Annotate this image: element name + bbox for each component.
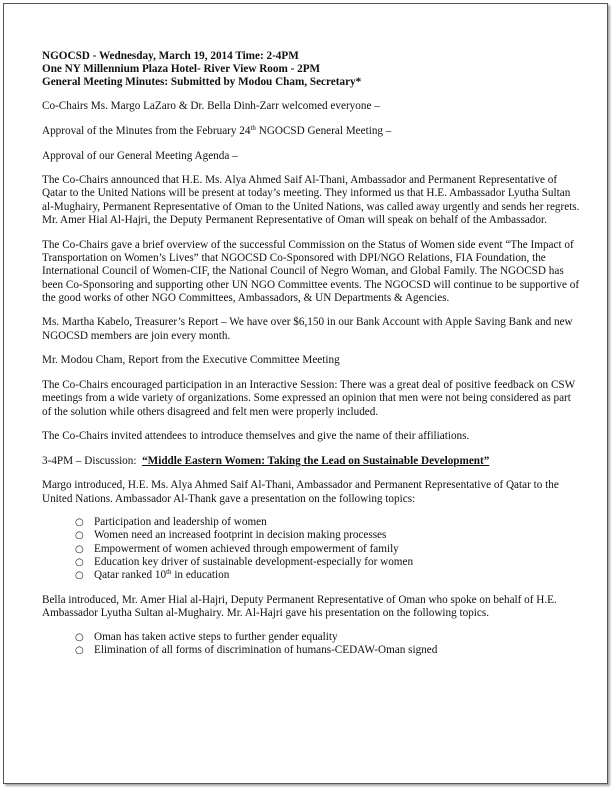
hollow-bullet-icon: ○ [75,644,84,656]
announcement-paragraph: The Co-Chairs announced that H.E. Ms. Alya Ahmed Saif Al-Thani, Ambassador and Permanent Representative of Qatar to the United Nations will be present at today’s meeting. They informed us that H.E. Ambassador Lyutha Sultan al-Mughairy, Permanent Representative of Oman to the United Nations, was called away urgently and sends her regrets. Mr. Amer Hial Al-Hajri, the Deputy Permanent Representative of Oman will speak on behalf of the Ambassador. [42,174,580,227]
document-body [42,50,582,668]
hollow-bullet-icon: ○ [75,631,84,643]
introductions-paragraph: The Co-Chairs invited attendees to introduce themselves and give the name of their affiliations. [42,430,470,443]
overview-paragraph: The Co-Chairs gave a brief overview of the successful Commission on the Status of Women side event “The Impact of Transportation on Women’s Lives” that NGOCSD Co-Sponsored with DPI/NGO Relations, FIA Foundation, the International Council of Women-CIF, the National Council of Negro Woman, and Global Family. The NGOCSD has been Co-Sponsoring and supporting other UN NGO Committee events. The NGOCSD will continue to be supportive of the good works of other NGO Committees, Ambassadors, & UN Departments & Agencies. [42,238,580,304]
header-location-line: One NY Millennium Plaza Hotel- River View Room - 2PM [42,62,321,75]
list-item: ○ Qatar ranked 10th in education [75,568,230,582]
oman-intro-paragraph: Bella introduced, Mr. Amer Hial al-Hajri, Deputy Permanent Representative of Oman who spoke on behalf of H.E. Ambassador Lyutha Sultan al-Mughairy. Mr. Al-Hajri gave his presentation on the following topics. [42,593,557,619]
minutes-ordinal: th [250,123,256,132]
hollow-bullet-icon: ○ [75,543,84,555]
document-page [3,3,608,784]
treasurer-report-paragraph: Ms. Martha Kabelo, Treasurer’s Report – We have over $6,150 in our Bank Account with Apple Saving Bank and new NGOCSD members are join every month. [42,316,573,342]
hollow-bullet-icon: ○ [75,570,84,582]
list-item: ○ Participation and leadership of women [75,516,267,529]
list-item: ○ Elimination of all forms of discrimination of humans-CEDAW-Oman signed [75,643,438,656]
interactive-session-paragraph: The Co-Chairs encouraged participation in an Interactive Session: There was a great deal of positive feedback on CSW meetings from a wide variety of organizations. Some expressed an opinion that men were not being considered as part of the solution while others disagreed and felt men were properly included. [42,378,575,418]
minutes-text-pre: Approval of the Minutes from the February 24 [42,124,251,137]
discussion-heading [42,455,582,468]
qatar-intro-paragraph: Margo introduced, H.E. Ms. Alya Ahmed Saif Al-Thani, Ambassador and Permanent Representative of Qatar to the United Nations. Ambassador Al-Thank gave a presentation on the following topics: [42,479,559,505]
list-item: ○ Women need an increased footprint in decision making processes [75,529,387,542]
meeting-header [42,50,582,88]
welcome-paragraph: Co-Chairs Ms. Margo LaZaro & Dr. Bella Dinh-Zarr welcomed everyone – [42,100,380,113]
list-item: ○ Education key driver of sustainable development-especially for women [75,556,414,569]
oman-topics-list [42,631,582,658]
list-item: ○ Empowerment of women achieved through empowerment of family [75,542,399,555]
hollow-bullet-icon: ○ [75,557,84,569]
minutes-approval-paragraph [42,125,582,138]
hollow-bullet-icon: ○ [75,517,84,529]
qatar-topics-list [42,516,582,582]
discussion-title: “Middle Eastern Women: Taking the Lead on Sustainable Development” [142,454,490,467]
header-minutes-line: General Meeting Minutes: Submitted by Modou Cham, Secretary* [42,75,362,88]
minutes-text-post: NGOCSD General Meeting – [255,124,392,137]
discussion-label: 3-4PM – Discussion: [42,454,143,467]
list-item: ○ Oman has taken active steps to further gender equality [75,630,338,643]
executive-report-paragraph: Mr. Modou Cham, Report from the Executive Committee Meeting [42,354,340,367]
hollow-bullet-icon: ○ [75,530,84,542]
agenda-approval-paragraph: Approval of our General Meeting Agenda – [42,149,238,162]
header-date-line: NGOCSD - Wednesday, March 19, 2014 Time: 2-4PM [42,50,299,62]
